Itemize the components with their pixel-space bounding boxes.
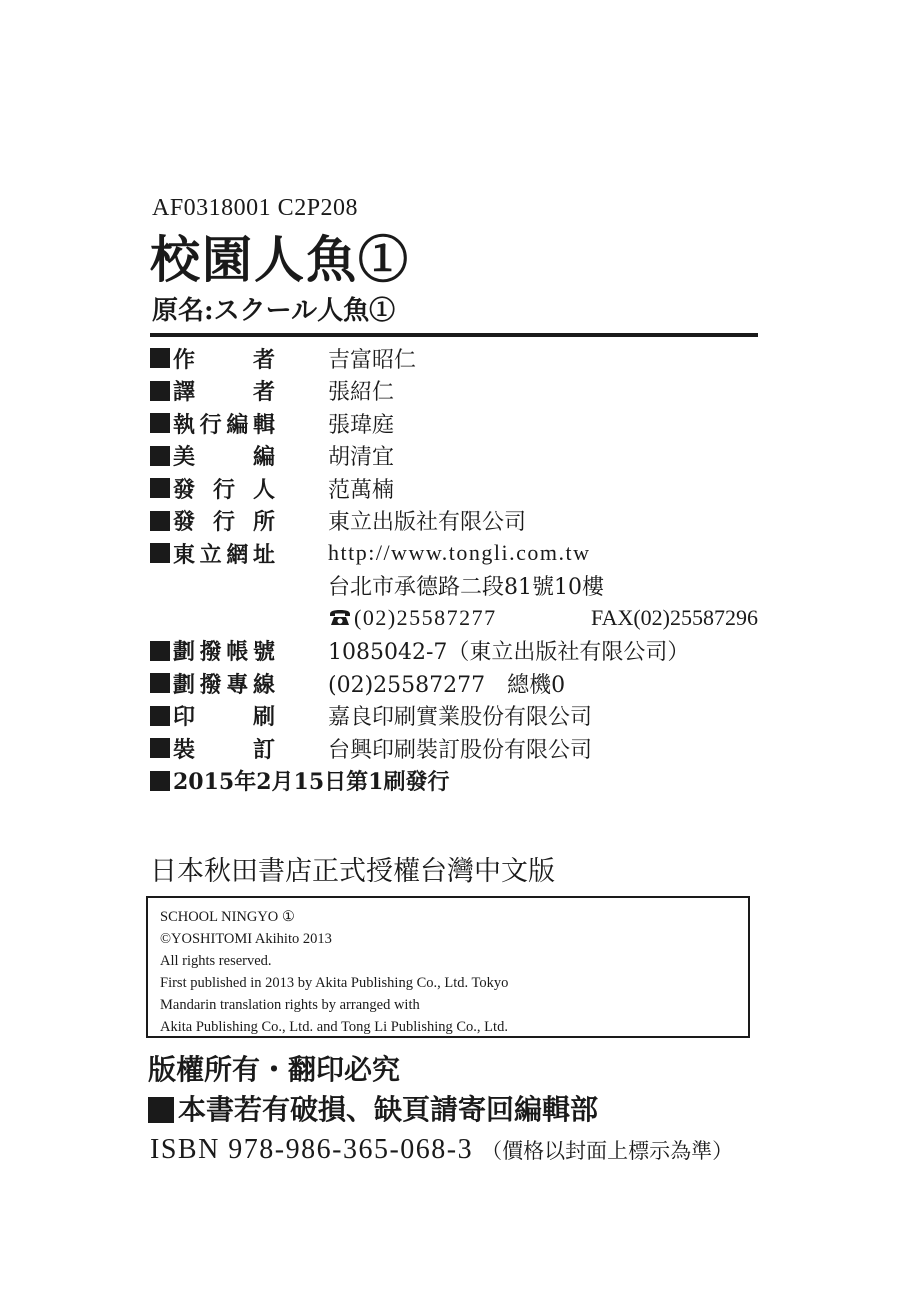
credit-label: 裝 訂 — [173, 736, 275, 763]
copyright-line: First published in 2013 by Akita Publishing Co., Ltd. Tokyo — [160, 975, 509, 991]
damage-notice-row — [148, 1090, 598, 1130]
credit-value: 台興印刷裝訂股份有限公司 — [328, 737, 593, 763]
credit-label: 劃撥專線 — [173, 671, 275, 698]
rights-reserved: 版權所有・翻印必究 — [148, 1053, 401, 1086]
credit-label: 譯 者 — [173, 379, 275, 406]
original-title: 原名:スクール人魚① — [152, 296, 396, 326]
publish-date: 2015年2月15日第1刷發行 — [173, 769, 450, 796]
bullet-square-icon — [150, 641, 170, 661]
credit-value: (02)25587277 總機0 — [328, 672, 566, 698]
isbn-row — [150, 1130, 733, 1171]
book-title: 校園人魚① — [150, 230, 410, 289]
bullet-square-icon — [150, 348, 170, 368]
credit-value: 嘉良印刷實業股份有限公司 — [328, 705, 593, 731]
bullet-square-icon — [150, 478, 170, 498]
isbn-number: ISBN 978-986-365-068-3 — [150, 1134, 474, 1165]
title-divider — [150, 333, 758, 337]
phone-number: (02)25587277 — [354, 605, 497, 631]
address-text: 台北市承德路二段81號10樓 — [328, 575, 604, 601]
credit-value: 吉富昭仁 — [328, 347, 417, 373]
credit-label: 發 行 所 — [173, 509, 275, 536]
copyright-line: All rights reserved. — [160, 953, 272, 969]
credit-label: 發 行 人 — [173, 476, 275, 503]
copyright-line: ©YOSHITOMI Akihito 2013 — [160, 931, 332, 947]
damage-notice: 本書若有破損、缺頁請寄回編輯部 — [178, 1093, 599, 1126]
credit-row-publishing-house — [150, 505, 762, 538]
credit-row-editor — [150, 407, 762, 440]
bullet-square-icon — [150, 738, 170, 758]
credit-row-printing — [150, 700, 762, 733]
credit-value: 胡清宜 — [328, 445, 395, 471]
credit-row-postal-hotline — [150, 667, 762, 700]
credit-value: 1085042-7（東立出版社有限公司） — [328, 640, 690, 666]
bullet-square-icon — [150, 381, 170, 401]
credit-label: 美 編 — [173, 444, 275, 471]
bullet-square-icon — [150, 446, 170, 466]
telephone-icon — [328, 609, 352, 627]
publish-date-row — [150, 765, 762, 798]
credit-row-author — [150, 342, 762, 375]
credit-row-contact — [150, 602, 762, 635]
credit-row-publisher — [150, 472, 762, 505]
bullet-square-icon — [150, 706, 170, 726]
credit-value: 張瑋庭 — [328, 412, 395, 438]
price-note: （價格以封面上標示為準） — [481, 1139, 734, 1163]
license-statement: 日本秋田書店正式授權台灣中文版 — [150, 856, 555, 887]
fax-number: FAX(02)25587296 — [590, 605, 758, 631]
credit-value: 張紹仁 — [328, 380, 395, 406]
credits-list — [150, 342, 762, 797]
copyright-box — [146, 896, 750, 1038]
copyright-line: Mandarin translation rights by arranged with — [160, 997, 420, 1013]
credit-row-postal-account — [150, 635, 762, 668]
credit-row-translator — [150, 375, 762, 408]
credit-label: 劃撥帳號 — [173, 639, 275, 666]
credit-label: 執行編輯 — [173, 411, 275, 438]
credit-value: 東立出版社有限公司 — [328, 510, 527, 536]
bullet-square-icon — [148, 1097, 174, 1123]
credit-row-address — [150, 570, 762, 603]
copyright-line: Akita Publishing Co., Ltd. and Tong Li Publishing Co., Ltd. — [160, 1019, 508, 1035]
credit-label: 東立網址 — [173, 541, 275, 568]
credit-label: 印 刷 — [173, 704, 275, 731]
credit-row-designer — [150, 440, 762, 473]
bullet-square-icon — [150, 413, 170, 433]
copyright-line: SCHOOL NINGYO ① — [160, 909, 295, 925]
bullet-square-icon — [150, 511, 170, 531]
credit-row-website — [150, 537, 762, 570]
credit-row-binding — [150, 732, 762, 765]
bullet-square-icon — [150, 543, 170, 563]
credit-label: 作 者 — [173, 346, 275, 373]
credit-value: 范萬楠 — [328, 477, 395, 503]
product-code: AF0318001 C2P208 — [152, 195, 359, 221]
website-link[interactable]: http://www.tongli.com.tw — [328, 540, 591, 566]
bullet-square-icon — [150, 673, 170, 693]
bullet-square-icon — [150, 771, 170, 791]
